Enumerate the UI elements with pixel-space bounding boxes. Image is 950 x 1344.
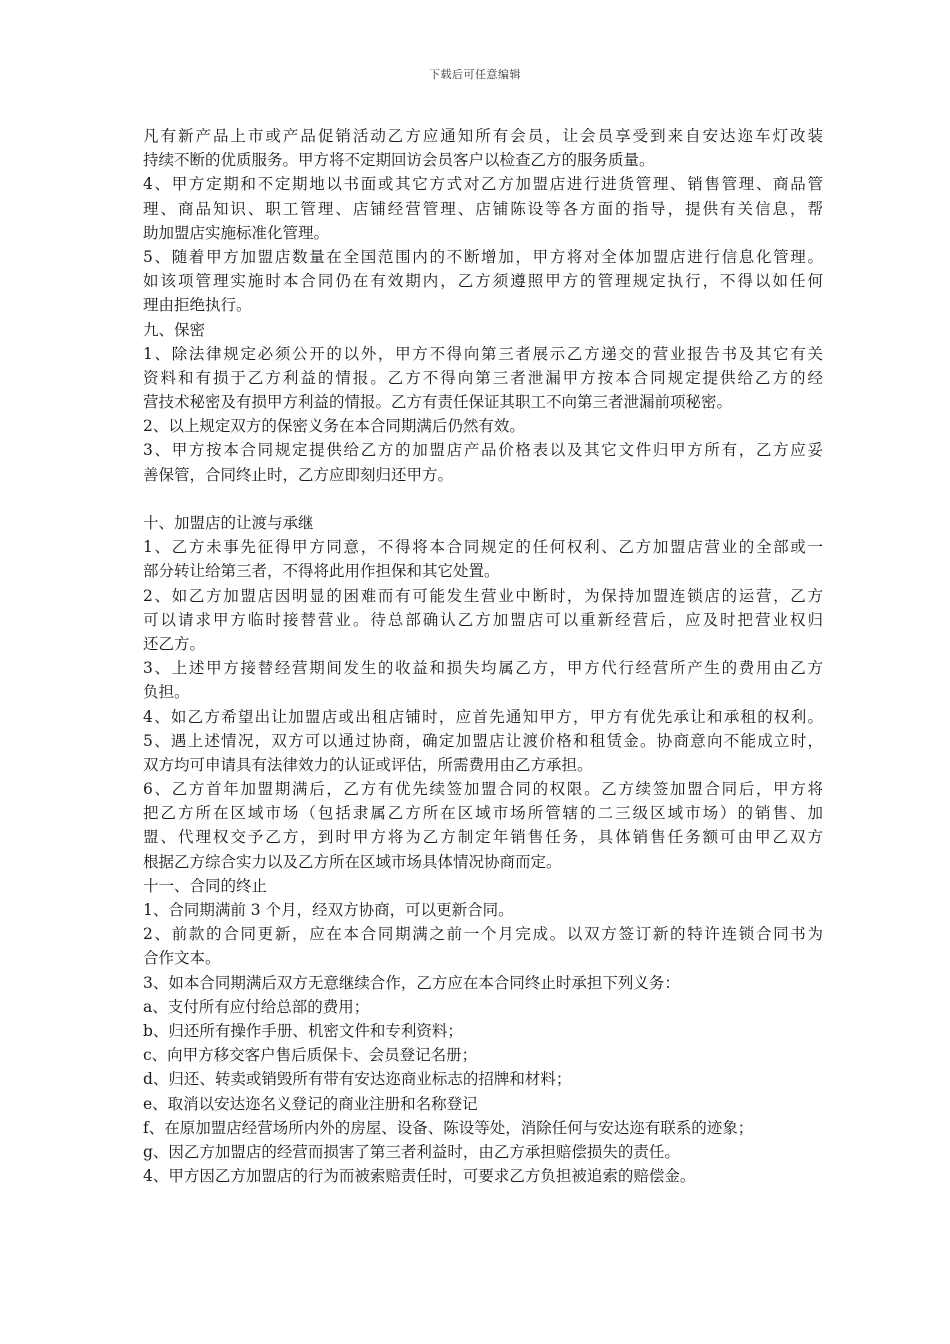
text-line: 把乙方所在区域市场（包括隶属乙方所在区域市场所管辖的二三级区域市场）的销售、加 (143, 804, 823, 823)
text-line: 营技术秘密及有损甲方利益的情报。乙方有责任保证其职工不向第三者泄漏前项秘密。 (143, 393, 733, 412)
text-line: e、取消以安达迩名义登记的商业注册和名称登记 (143, 1094, 478, 1113)
text-line: 持续不断的优质服务。甲方将不定期回访会员客户以检查乙方的服务质量。 (143, 151, 655, 170)
text-line: 6、乙方首年加盟期满后，乙方有优先续签加盟合同的权限。乙方续签加盟合同后，甲方将 (143, 780, 823, 799)
text-line: 九、保密 (143, 320, 206, 339)
text-line: 2、前款的合同更新，应在本合同期满之前一个月完成。以双方签订新的特许连锁合同书为 (143, 925, 823, 944)
text-line: 3、如本合同期满后双方无意继续合作，乙方应在本合同终止时承担下列义务： (143, 973, 680, 992)
text-line: 如该项管理实施时本合同仍在有效期内，乙方须遵照甲方的管理规定执行，不得以如任何 (143, 272, 823, 291)
blank-line (143, 487, 823, 511)
page-header: 下载后可任意编辑 (429, 68, 521, 81)
text-line: f、在原加盟店经营场所内外的房屋、设备、陈设等处，消除任何与安达迩有联系的迹象； (143, 1118, 754, 1137)
text-line: 1、除法律规定必须公开的以外，甲方不得向第三者展示乙方递交的营业报告书及其它有关 (143, 344, 823, 363)
text-line: 盟、代理权交予乙方，到时甲方将为乙方制定年销售任务，具体销售任务额可由甲乙双方 (143, 828, 823, 847)
text-line: 双方均可申请具有法律效力的认证或评估，所需费用由乙方承担。 (143, 755, 593, 774)
text-line: 5、随着甲方加盟店数量在全国范围内的不断增加，甲方将对全体加盟店进行信息化管理。 (143, 247, 823, 266)
text-line: 还乙方。 (143, 634, 206, 653)
text-line: 十一、合同的终止 (143, 876, 268, 895)
text-line: 4、甲方因乙方加盟店的行为而被索赔责任时，可要求乙方负担被追索的赔偿金。 (143, 1167, 696, 1186)
text-line: 1、合同期满前 3 个月，经双方协商，可以更新合同。 (143, 901, 514, 919)
text-line: g、因乙方加盟店的经营而损害了第三者利益时，由乙方承担赔偿损失的责任。 (143, 1142, 680, 1161)
text-line: a、支付所有应付给总部的费用； (143, 997, 370, 1016)
text-line: 负担。 (143, 683, 190, 702)
text-line: 2、如乙方加盟店因明显的困难而有可能发生营业中断时，为保持加盟连锁店的运营，乙方 (143, 586, 823, 605)
text-line: 助加盟店实施标准化管理。 (143, 223, 330, 242)
text-line: 4、如乙方希望出让加盟店或出租店铺时，应首先通知甲方，甲方有优先承让和承租的权利。 (143, 707, 823, 726)
text-line: 凡有新产品上市或产品促销活动乙方应通知所有会员，让会员享受到来自安达迩车灯改装 (143, 127, 823, 145)
text-line: 3、甲方按本合同规定提供给乙方的加盟店产品价格表以及其它文件归甲方所有，乙方应妥 (143, 441, 823, 460)
text-line: 理、商品知识、职工管理、店铺经营管理、店铺陈设等各方面的指导，提供有关信息，帮 (143, 199, 823, 218)
document-body (143, 124, 823, 1188)
text-line: c、向甲方移交客户售后质保卡、会员登记名册； (143, 1046, 478, 1065)
text-line: 5、遇上述情况，双方可以通过协商，确定加盟店让渡价格和租赁金。协商意向不能成立时， (143, 731, 823, 750)
text-line: 合作文本。 (143, 949, 221, 968)
text-line: b、归还所有操作手册、机密文件和专利资料； (143, 1021, 463, 1040)
text-line: 4、甲方定期和不定期地以书面或其它方式对乙方加盟店进行进货管理、销售管理、商品管 (143, 175, 823, 194)
text-line: 理由拒绝执行。 (143, 296, 252, 315)
text-line: 可以请求甲方临时接替营业。待总部确认乙方加盟店可以重新经营后，应及时把营业权归 (143, 610, 823, 629)
text-line: 2、以上规定双方的保密义务在本合同期满后仍然有效。 (143, 417, 525, 436)
text-line: 资料和有损于乙方利益的情报。乙方不得向第三者泄漏甲方按本合同规定提供给乙方的经 (143, 368, 823, 387)
text-line: 部分转让给第三者，不得将此用作担保和其它处置。 (143, 562, 500, 581)
text-line: 根据乙方综合实力以及乙方所在区域市场具体情况协商而定。 (143, 852, 562, 871)
text-line: d、归还、转卖或销毁所有带有安达迩商业标志的招牌和材料； (143, 1070, 572, 1089)
text-line: 1、乙方未事先征得甲方同意，不得将本合同规定的任何权利、乙方加盟店营业的全部或一 (143, 538, 823, 557)
text-line: 善保管，合同终止时，乙方应即刻归还甲方。 (143, 465, 454, 484)
text-line: 3、上述甲方接替经营期间发生的收益和损失均属乙方，甲方代行经营所产生的费用由乙方 (143, 659, 823, 678)
text-line: 十、加盟店的让渡与承继 (143, 514, 314, 532)
